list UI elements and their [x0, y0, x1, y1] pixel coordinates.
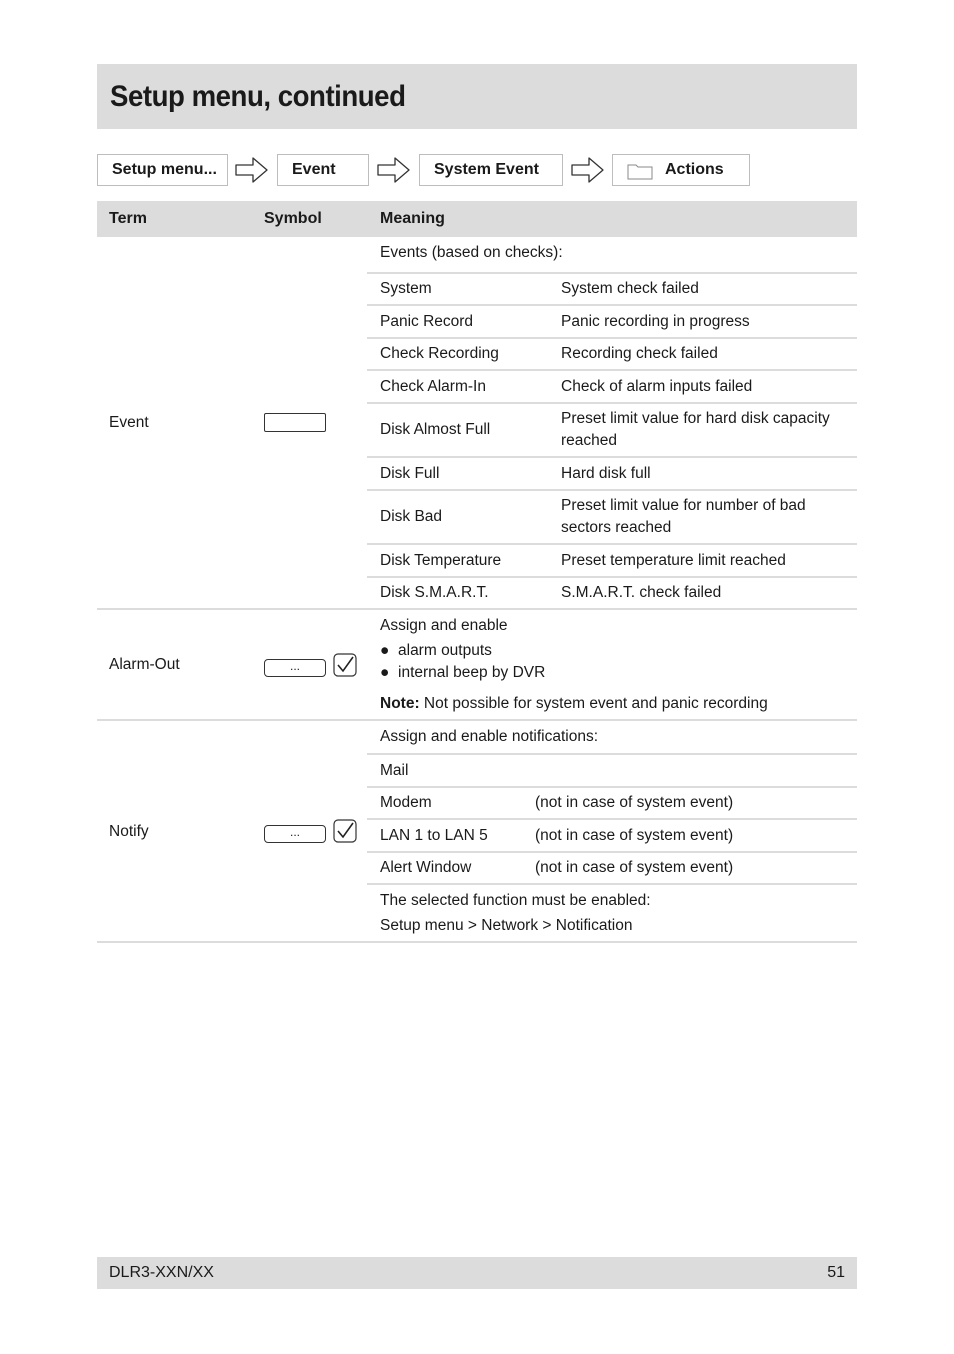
page-number: 51 [827, 1264, 845, 1281]
section-divider [97, 719, 857, 721]
event-meaning: Preset limit value for hard disk capacity [561, 410, 830, 427]
arrow-right-icon [571, 156, 605, 184]
divider [367, 456, 857, 458]
page-footer [97, 1257, 857, 1289]
event-name: Disk Almost Full [380, 421, 491, 438]
event-meaning: Recording check failed [561, 345, 718, 362]
divider [367, 786, 857, 788]
list-item [380, 640, 492, 662]
event-meaning-cont: reached [561, 432, 618, 449]
folder-icon [627, 162, 653, 180]
event-name: Disk Bad [380, 508, 443, 525]
column-header-meaning: Meaning [380, 210, 445, 227]
event-name: Disk Temperature [380, 552, 502, 569]
notify-footer-line1: The selected function must be enabled: [380, 892, 651, 909]
term-notify: Notify [109, 823, 149, 840]
section-divider [97, 608, 857, 610]
alarm-out-assign-button[interactable]: ... [264, 659, 326, 677]
divider [367, 489, 857, 491]
divider [367, 576, 857, 578]
notify-assign-button[interactable]: ... [264, 825, 326, 843]
breadcrumb-actions[interactable]: Actions [612, 154, 750, 186]
notify-mail: Mail [380, 762, 409, 779]
table-header [97, 201, 857, 237]
checkbox-checked-icon[interactable] [333, 653, 357, 677]
note-label: Note: [380, 695, 420, 712]
divider [367, 883, 857, 885]
event-name: Check Recording [380, 345, 499, 362]
title-bar [97, 64, 857, 129]
breadcrumb-system-event[interactable]: System Event [419, 154, 563, 186]
event-name: System [380, 280, 432, 297]
event-meaning: Hard disk full [561, 465, 651, 482]
arrow-right-icon [377, 156, 411, 184]
divider [367, 369, 857, 371]
divider [367, 753, 857, 755]
event-meaning: S.M.A.R.T. check failed [561, 584, 722, 601]
alarm-out-note [380, 693, 768, 715]
notify-condition: (not in case of system event) [535, 794, 734, 811]
bullet-icon: ● [380, 664, 390, 681]
bullet-icon: ● [380, 642, 390, 659]
bullet-text: internal beep by DVR [398, 664, 546, 681]
notify-intro: Assign and enable notifications: [380, 728, 599, 745]
breadcrumb-event[interactable]: Event [277, 154, 369, 186]
divider [367, 402, 857, 404]
column-header-term: Term [109, 210, 147, 227]
notify-channel: Alert Window [380, 859, 472, 876]
event-name: Panic Record [380, 313, 474, 330]
term-event: Event [109, 414, 149, 431]
event-name: Check Alarm-In [380, 378, 486, 395]
checkbox-checked-icon[interactable] [333, 819, 357, 843]
notify-channel: Modem [380, 794, 432, 811]
event-select-field[interactable] [264, 413, 326, 432]
bullet-text: alarm outputs [398, 642, 492, 659]
divider [367, 272, 857, 274]
term-alarm-out: Alarm-Out [109, 656, 180, 673]
divider [367, 543, 857, 545]
event-meaning: Preset limit value for number of bad [561, 497, 806, 514]
notify-condition: (not in case of system event) [535, 859, 734, 876]
alarm-out-intro: Assign and enable [380, 617, 508, 634]
event-meaning-cont: sectors reached [561, 519, 672, 536]
event-name: Disk Full [380, 465, 440, 482]
event-meaning: Check of alarm inputs failed [561, 378, 753, 395]
event-meaning: Preset temperature limit reached [561, 552, 786, 569]
note-text: Not possible for system event and panic recording [423, 695, 768, 712]
event-name: Disk S.M.A.R.T. [380, 584, 489, 601]
divider [367, 304, 857, 306]
arrow-right-icon [235, 156, 269, 184]
section-divider [97, 941, 857, 943]
notify-condition: (not in case of system event) [535, 827, 734, 844]
event-intro: Events (based on checks): [380, 244, 563, 261]
notify-footer-line2: Setup menu > Network > Notification [380, 917, 633, 934]
list-item [380, 662, 545, 684]
page-title: Setup menu, continued [110, 80, 406, 113]
column-header-symbol: Symbol [264, 210, 322, 227]
event-meaning: System check failed [561, 280, 699, 297]
event-meaning: Panic recording in progress [561, 313, 750, 330]
divider [367, 851, 857, 853]
notify-channel: LAN 1 to LAN 5 [380, 827, 488, 844]
breadcrumb-setup-menu[interactable]: Setup menu... [97, 154, 228, 186]
divider [367, 818, 857, 820]
divider [367, 337, 857, 339]
footer-model: DLR3-XXN/XX [109, 1264, 214, 1281]
